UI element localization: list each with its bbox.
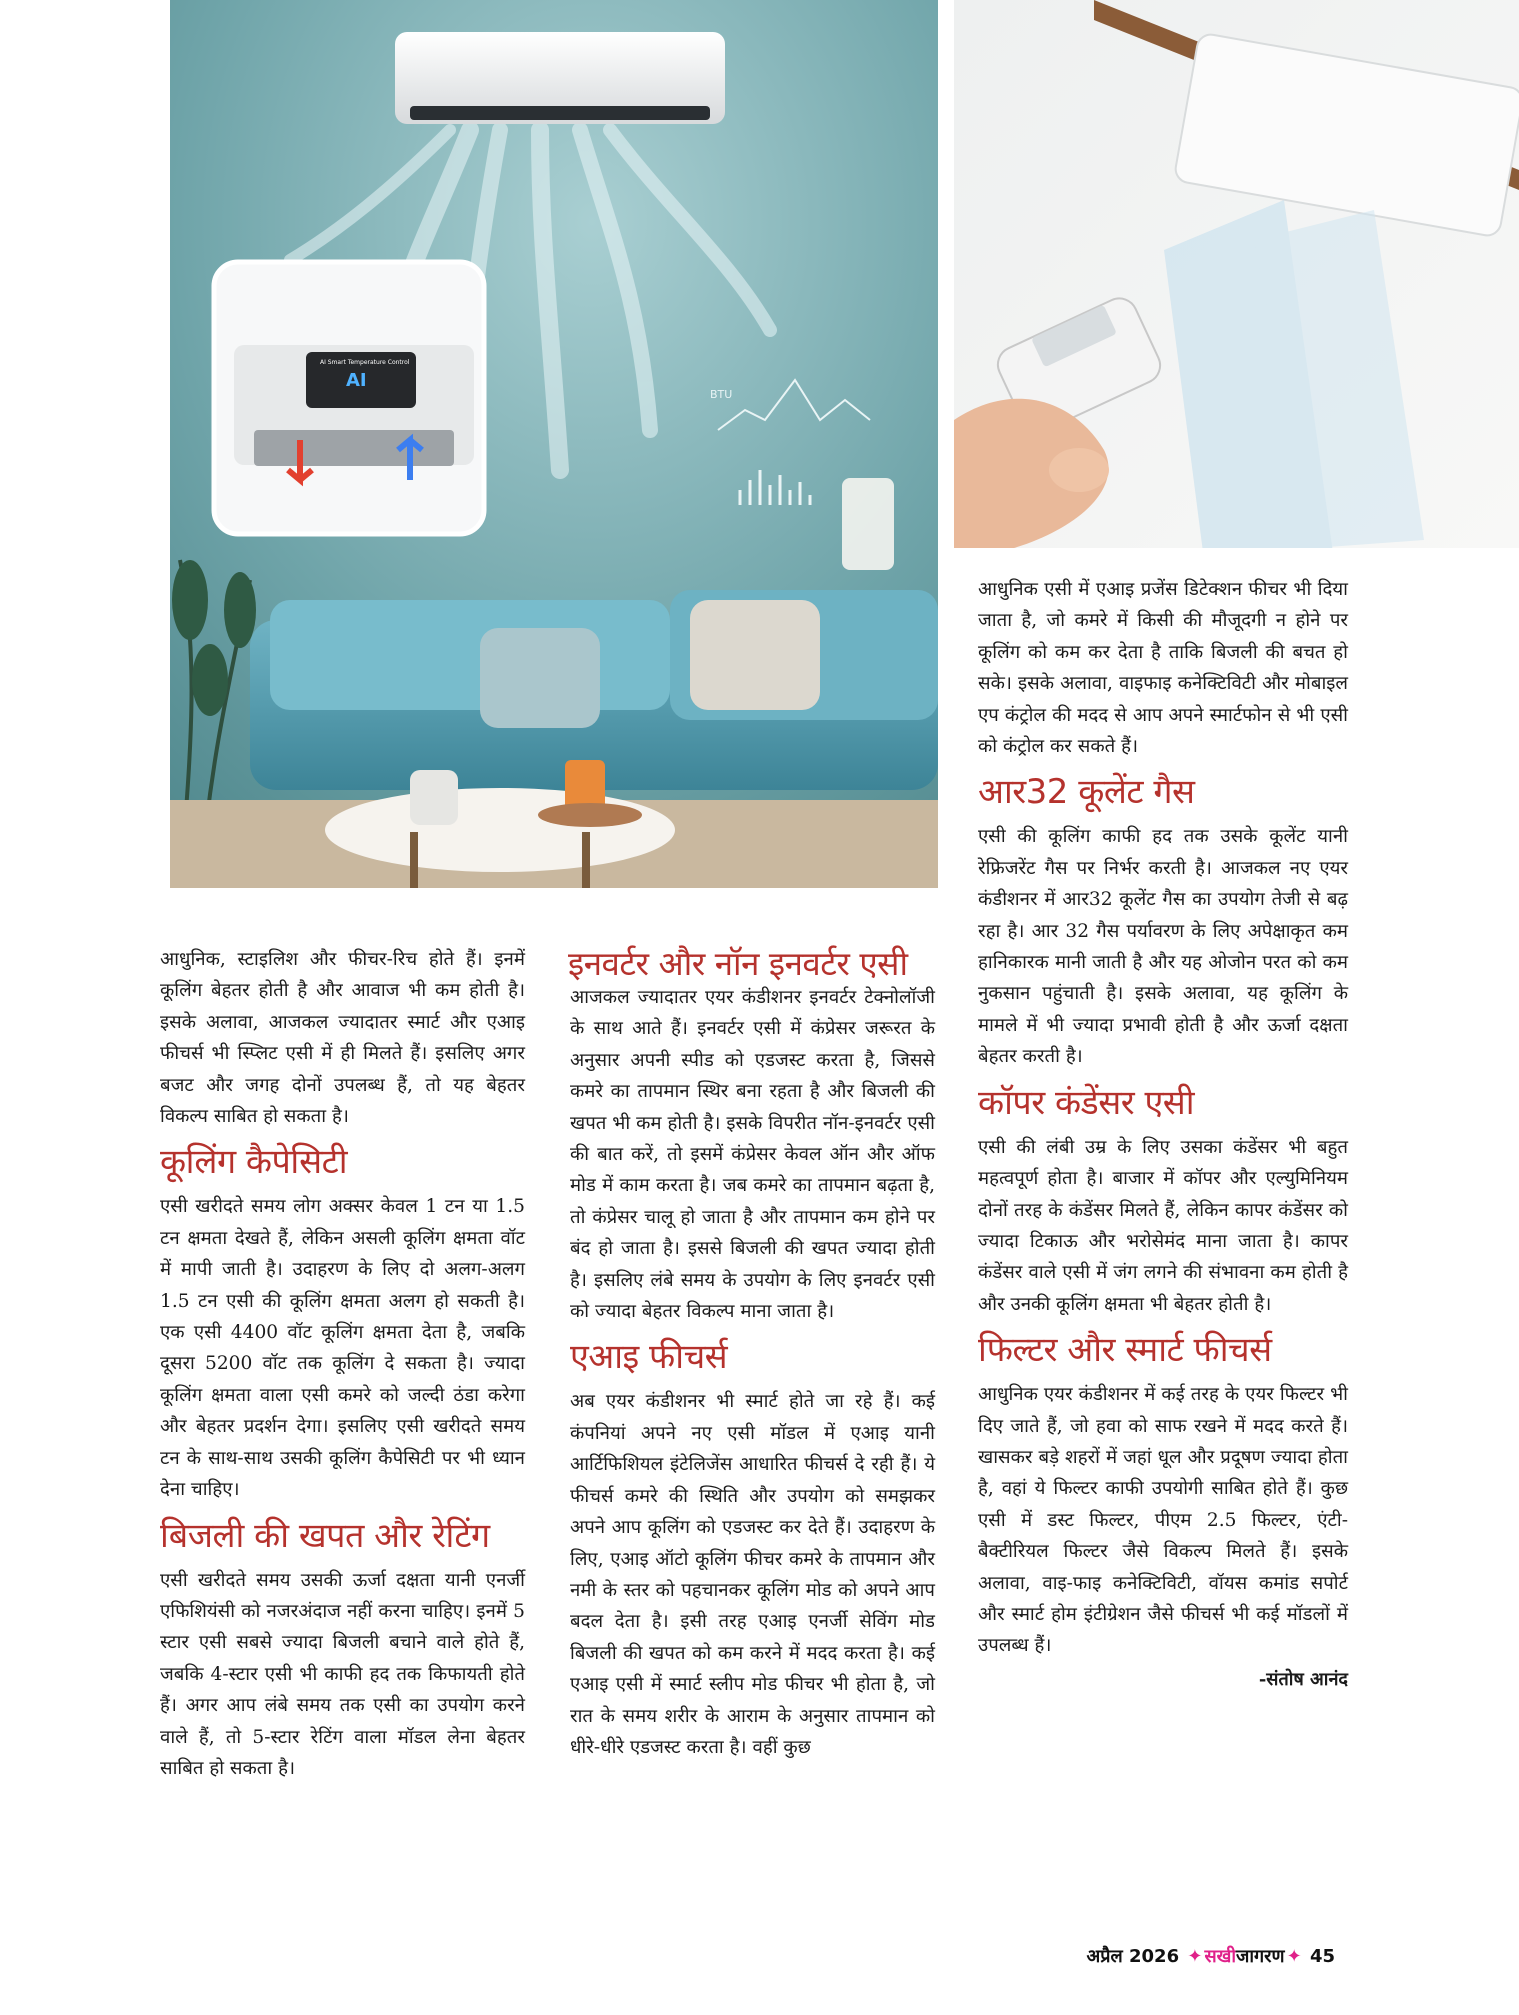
ac-remote-control-photo [954,0,1519,548]
page-footer [1087,1944,1335,1968]
cooling-capacity-text: एसी खरीदते समय लोग अक्सर केवल 1 टन या 1.5 टन क्षमता देखते हैं, लेकिन असली कूलिंग क्षमता वॉट में मापी जाती है। उदाहरण के लिए दो अलग-अलग 1.5 टन एसी की कूलिंग क्षमता अलग हो सकती है। एक एसी 4400 वॉट कूलिंग क्षमता देता है, जबकि दूसरा 5200 वॉट तक कूलिंग दे सकता है। ज्यादा कूलिंग क्षमता वाला एसी कमरे को जल्दी ठंडा करेगा और बेहतर प्रदर्शन देगा। इसलिए एसी खरीदते समय टन के साथ-साथ उसकी कूलिंग कैपेसिटी पर भी ध्यान देना चाहिए। [160,1196,525,1501]
ai-inset-label: AI Smart Temperature Control [320,359,410,366]
page-number: 45 [1309,1946,1335,1967]
inverter-text: आजकल ज्यादातर एयर कंडीशनर इनवर्टर टेक्नोलॉजी के साथ आते हैं। इनवर्टर एसी में कंप्रेसर जरूरत के अनुसार अपनी स्पीड को एडजस्ट करता है, जिससे कमरे का तापमान स्थिर बना रहता है और बिजली की खपत भी कम होती है। इसके विपरीत नॉन-इनवर्टर एसी की बात करें, तो इसमें कंप्रेसर केवल ऑन और ऑफ मोड में काम करता है। जब कमरे का तापमान बढ़ता है, तो कंप्रेसर चालू हो जाता है और तापमान कम होने पर बंद हो जाता है। इससे बिजली की खपत ज्यादा होती है। इसलिए लंबे समय के उपयोग के लिए इनवर्टर एसी को ज्यादा बेहतर विकल्प माना जाता है। [570,987,935,1323]
article-column-3 [978,574,1348,1695]
btu-chart-label: BTU [710,388,733,401]
brand-name-part1: सखी [1204,1946,1237,1967]
article-column-1 [160,944,525,1784]
cooling-capacity-heading: कूलिंग कैपेसिटी [160,1142,348,1183]
copper-condenser-text: एसी की लंबी उम्र के लिए उसका कंडेंसर भी बहुत महत्वपूर्ण होता है। बाजार में कॉपर और एल्युमिनियम दोनों तरह के कंडेंसर मिलते हैं, लेकिन कापर कंडेंसर को ज्यादा टिकाऊ और भरोसेमंद माना जाता है। कापर कंडेंसर वाले एसी में जंग लगने की संभावना कम होती है और उनकी कूलिंग क्षमता भी बेहतर होती है। [978,1136,1348,1315]
r32-gas-heading: आर32 कूलेंट गैस [978,772,1195,813]
author-byline: -संतोष आनंद [1258,1668,1348,1690]
copper-condenser-heading: कॉपर कंडेंसर एसी [978,1082,1195,1123]
power-rating-heading: बिजली की खपत और रेटिंग [160,1515,490,1556]
star-icon: ✦ [1286,1946,1302,1967]
inverter-heading: इनवर्टर और नॉन इनवर्टर एसी [568,944,908,983]
ai-display-text: AI [346,370,367,391]
col1-intro-text: आधुनिक, स्टाइलिश और फीचर-रिच होते हैं। इनमें कूलिंग बेहतर होती है और आवाज भी कम होती है। इसके अलावा, आजकल ज्यादातर स्मार्ट और एआइ फीचर्स भी स्प्लिट एसी में ही मिलते हैं। इसलिए अगर बजट और जगह दोनों उपलब्ध हैं, तो यह बेहतर विकल्प साबित हो सकता है। [160,949,525,1128]
ai-features-heading: एआइ फीचर्स [570,1337,728,1378]
article-column-2 [570,982,935,1763]
brand-name-part2: जागरण [1236,1946,1285,1967]
filter-smart-text: आधुनिक एयर कंडीशनर में कई तरह के एयर फिल्टर भी दिए जाते हैं, जो हवा को साफ रखने में मदद करते हैं। खासकर बड़े शहरों में जहां धूल और प्रदूषण ज्यादा होता है, वहां ये फिल्टर काफी उपयोगी साबित होते हैं। कुछ एसी में डस्ट फिल्टर, पीएम 2.5 फिल्टर, एंटी-बैक्टीरियल फिल्टर जैसे विकल्प मिलते हैं। इसके अलावा, वाइ-फाइ कनेक्टिविटी, वॉयस कमांड सपोर्ट और स्मार्ट होम इंटीग्रेशन जैसे फीचर्स भी कई मॉडलों में उपलब्ध हैं। [978,1384,1348,1657]
ac-living-room-photo [170,0,938,888]
r32-gas-text: एसी की कूलिंग काफी हद तक उसके कूलेंट यानी रेफ्रिजरेंट गैस पर निर्भर करती है। आजकल नए एयर कंडीशनर में आर32 कूलेंट गैस का उपयोग तेजी से बढ़ रहा है। आर 32 गैस पर्यावरण के लिए अपेक्षाकृत कम हानिकारक मानी जाती है और यह ओजोन परत को कम नुकसान पहुंचाती है। इसके अलावा, यह कूलिंग के मामले में भी ज्यादा प्रभावी होती है और ऊर्जा दक्षता बेहतर करती है। [978,826,1348,1068]
col3-intro-text: आधुनिक एसी में एआइ प्रजेंस डिटेक्शन फीचर भी दिया जाता है, जो कमरे में किसी की मौजूदगी न होने पर कूलिंग को कम कर देता है ताकि बिजली की बचत हो सके। इसके अलावा, वाइफाइ कनेक्टिविटी और मोबाइल एप कंट्रोल की मदद से आप अपने स्मार्टफोन से भी एसी को कंट्रोल कर सकते हैं। [978,579,1348,758]
remote-illustration [954,0,1519,548]
ai-features-text: अब एयर कंडीशनर भी स्मार्ट होते जा रहे हैं। कई कंपनियां अपने नए एसी मॉडल में एआइ यानी आर्टिफिशियल इंटेलिजेंस आधारित फीचर्स दे रही हैं। ये फीचर्स कमरे की स्थिति और उपयोग को समझकर अपने आप कूलिंग को एडजस्ट कर देते हैं। उदाहरण के लिए, एआइ ऑटो कूलिंग फीचर कमरे के तापमान और नमी के स्तर को पहचानकर कूलिंग मोड को अपने आप बदल देता है। इसी तरह एआइ एनर्जी सेविंग मोड बिजली की खपत को कम करने में मदद करता है। कई एआइ एसी में स्मार्ट स्लीप मोड फीचर भी होता है, जो रात के समय शरीर के आराम के अनुसार तापमान को धीरे-धीरे एडजस्ट करता है। वहीं कुछ [570,1391,935,1758]
star-icon: ✦ [1187,1946,1203,1967]
living-room-illustration [170,0,938,888]
power-rating-text: एसी खरीदते समय उसकी ऊर्जा दक्षता यानी एनर्जी एफिशियंसी को नजरअंदाज नहीं करना चाहिए। इनमें 5 स्टार एसी सबसे ज्यादा बिजली बचाने वाले होते हैं, जबकि 4-स्टार एसी भी काफी हद तक किफायती होते हैं। अगर आप लंबे समय तक एसी का उपयोग करने वाले हैं, तो 5-स्टार रेटिंग वाला मॉडल लेना बेहतर साबित हो सकता है। [160,1569,525,1779]
issue-month: अप्रैल 2026 [1086,1946,1180,1967]
filter-smart-heading: फिल्टर और स्मार्ट फीचर्स [978,1330,1272,1371]
